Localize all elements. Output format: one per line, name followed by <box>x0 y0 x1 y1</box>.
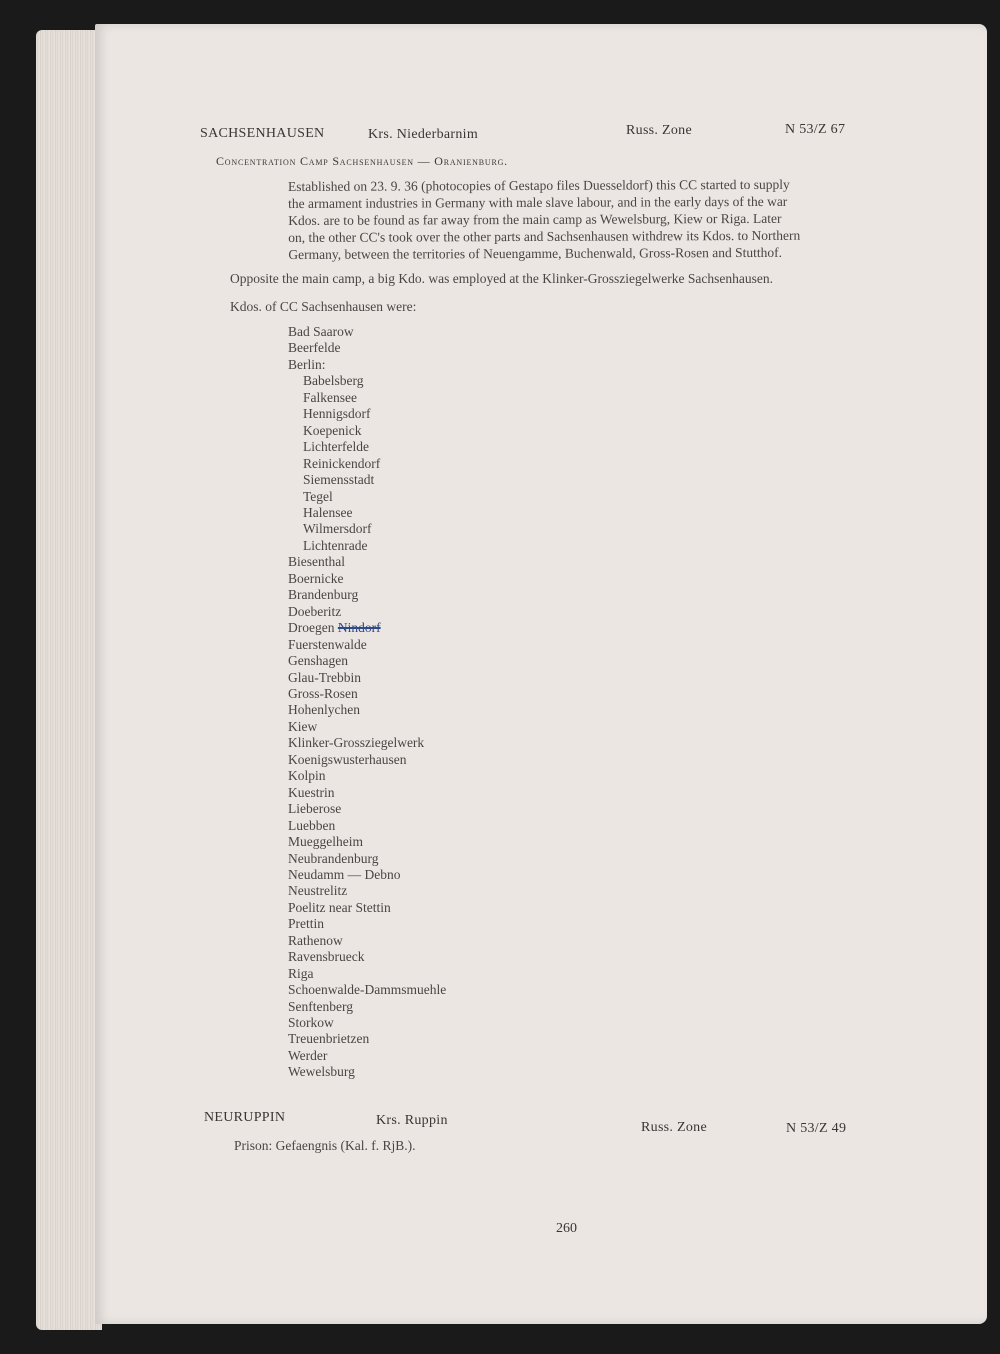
list-item: Genshagen <box>288 653 348 669</box>
list-item: Boernicke <box>288 570 344 586</box>
list-subitem: Babelsberg <box>303 373 364 389</box>
list-item: Glau-Trebbin <box>288 669 361 685</box>
entry2-district: Krs. Ruppin <box>376 1113 448 1128</box>
list-item: Fuerstenwalde <box>288 636 367 652</box>
list-item: Gross-Rosen <box>288 685 358 701</box>
entry-place-neuruppin: NEURUPPIN <box>204 1110 286 1125</box>
list-subitem: Halensee <box>303 504 353 520</box>
kdos-intro: Kdos. of CC Sachsenhausen were: <box>230 299 417 314</box>
page-number: 260 <box>556 1221 577 1236</box>
list-item: Luebben <box>288 817 336 833</box>
kdos-list <box>288 324 446 1081</box>
list-item: Ravensbrueck <box>288 949 365 965</box>
list-item: Neustrelitz <box>288 883 348 899</box>
list-subitem: Lichterfelde <box>303 439 369 455</box>
list-item: Doeberitz <box>288 603 342 619</box>
entry-zone: Russ. Zone <box>626 123 692 138</box>
list-item: Riga <box>288 965 314 981</box>
list-subitem: Lichtenrade <box>303 537 368 553</box>
list-item: Hohenlychen <box>288 702 360 718</box>
camp-subtitle: Concentration Camp Sachsenhausen — Oranienburg. <box>216 154 508 168</box>
list-subitem: Koepenick <box>303 422 362 438</box>
list-item: Kuestrin <box>288 784 335 800</box>
list-item: Kiew <box>288 718 318 734</box>
history-paragraph <box>288 175 922 263</box>
entry-map-ref: N 53/Z 67 <box>785 122 846 137</box>
entry2-map-ref: N 53/Z 49 <box>786 1121 847 1136</box>
list-subitem: Tegel <box>303 488 333 504</box>
list-item: Koenigswusterhausen <box>288 751 407 767</box>
list-item-droegen <box>288 620 446 636</box>
list-item-berlin: Berlin: <box>288 356 326 372</box>
list-item: Klinker-Grossziegelwerk <box>288 735 425 751</box>
book-page-edges <box>36 30 102 1330</box>
entry-place-sachsenhausen: SACHSENHAUSEN <box>200 126 325 141</box>
list-item: Kolpin <box>288 768 326 784</box>
list-subitem: Reinickendorf <box>303 455 381 471</box>
list-item: Mueggelheim <box>288 834 363 850</box>
list-item: Biesenthal <box>288 554 345 570</box>
opposite-camp-line: Opposite the main camp, a big Kdo. was employed at the Klinker-Grossziegelwerke Sachsenhausen. <box>230 271 773 286</box>
list-item: Neudamm — Debno <box>288 866 401 882</box>
list-item: Senftenberg <box>288 998 353 1014</box>
paragraph-line: Established on 23. 9. 36 (photocopies of Gestapo files Duesseldorf) this CC started to supply <box>288 176 790 194</box>
entry2-detail: Prison: Gefaengnis (Kal. f. RjB.). <box>234 1138 416 1153</box>
list-item: Lieberose <box>288 801 342 817</box>
entry2-zone: Russ. Zone <box>641 1120 707 1135</box>
list-item: Neubrandenburg <box>288 850 379 866</box>
list-item: Wewelsburg <box>288 1064 355 1080</box>
paragraph-line: Germany, between the territories of Neuengamme, Buchenwald, Gross-Rosen and Stutthof. <box>288 244 782 262</box>
list-item: Brandenburg <box>288 587 359 603</box>
list-item: Treuenbrietzen <box>288 1031 370 1047</box>
entry-district: Krs. Niederbarnim <box>368 127 479 142</box>
list-item: Prettin <box>288 916 324 932</box>
struck-out-text: Nindorf <box>337 620 381 636</box>
list-item: Schoenwalde-Dammsmuehle <box>288 982 447 998</box>
list-item: Poelitz near Stettin <box>288 899 391 915</box>
paragraph-line: the armament industries in Germany with male slave labour, and in the early days of the war <box>288 193 788 211</box>
list-item: Werder <box>288 1047 328 1063</box>
list-subitem: Siemensstadt <box>303 472 375 488</box>
list-item: Beerfelde <box>288 340 341 356</box>
list-item: Storkow <box>288 1015 334 1031</box>
list-subitem: Wilmersdorf <box>303 521 372 537</box>
list-subitem: Hennigsdorf <box>303 406 371 422</box>
list-subitem: Falkensee <box>303 389 357 405</box>
paragraph-line: on, the other CC's took over the other parts and Sachsenhausen withdrew its Kdos. to Northern <box>288 227 801 245</box>
list-item: Rathenow <box>288 932 343 948</box>
list-item: Bad Saarow <box>288 324 354 339</box>
paragraph-line: Kdos. are to be found as far away from the main camp as Wewelsburg, Kiew or Riga. Later <box>288 210 782 228</box>
droegen-label: Droegen <box>288 620 335 636</box>
